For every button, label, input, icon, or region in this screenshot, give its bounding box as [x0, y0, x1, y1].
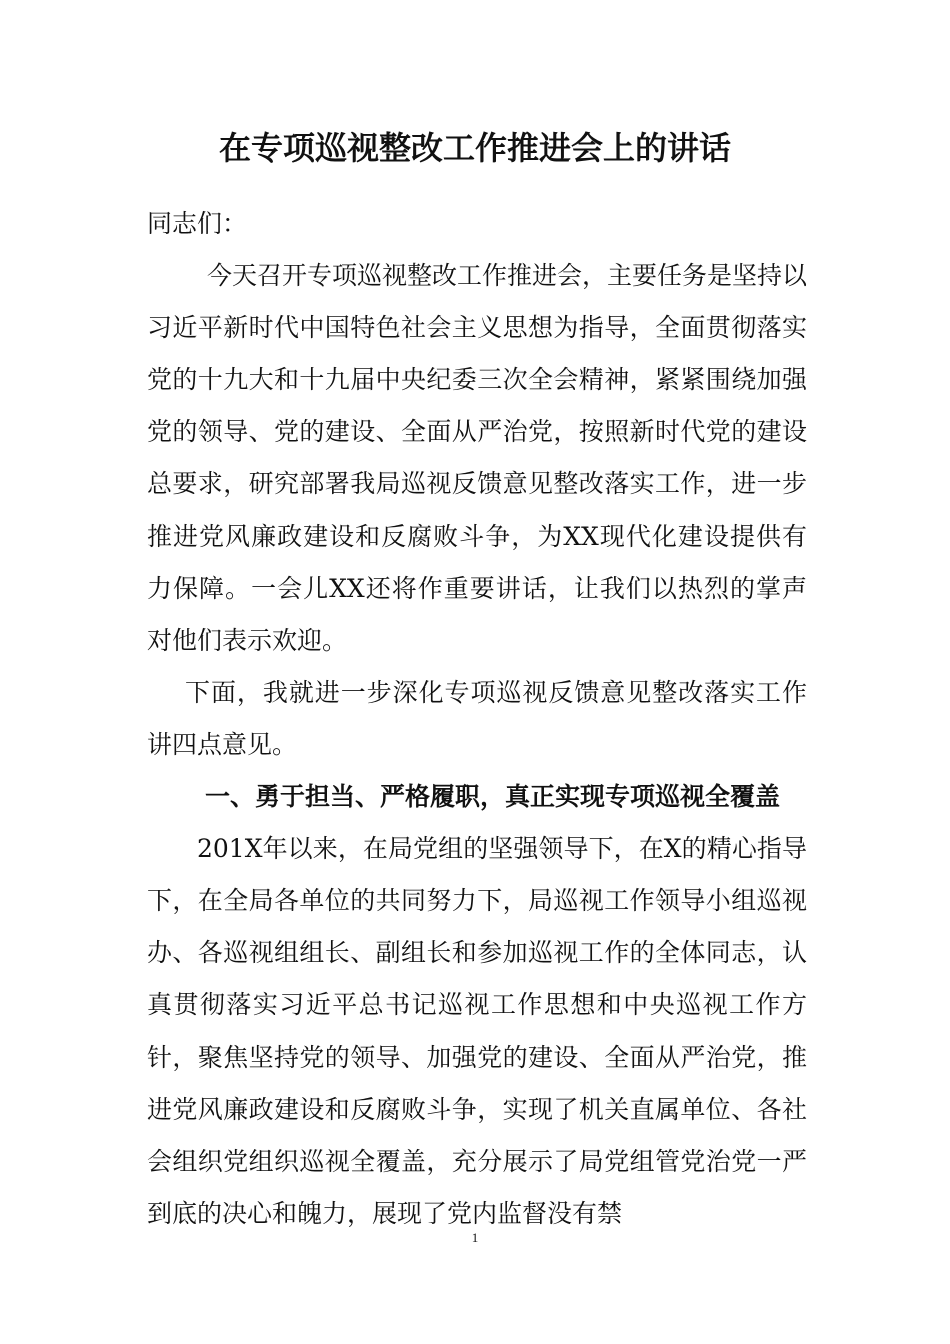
paragraph-intro-points: 下面，我就进一步深化专项巡视反馈意见整改落实工作讲四点意见。 [147, 677, 807, 759]
paragraph-opening: 今天召开专项巡视整改工作推进会，主要任务是坚持以习近平新时代中国特色社会主义思想为指导，全面贯彻落实党的十九大和十九届中央纪委三次全会精神，紧紧围绕加强党的领导、党的建设、全面从严治党，按照新时代党的建设总要求，研究部署我局巡视反馈意见整改落实工作，进一步推进党风廉政建设和反腐败斗争，为XX现代化建设提供有力保障。一会儿XX还将作重要讲话，让我们以热烈的掌声对他们表示欢迎。 [147, 261, 808, 655]
document-body [147, 198, 807, 1240]
salutation: 同志们： [147, 209, 248, 238]
document-title: 在专项巡视整改工作推进会上的讲话 [218, 129, 731, 167]
paragraph-section-1: 201X年以来，在局党组的坚强领导下，在X的精心指导下，在全局各单位的共同努力下，局巡视工作领导小组巡视办、各巡视组组长、副组长和参加巡视工作的全体同志，认真贯彻落实习近平总书记巡视工作思想和中央巡视工作方针，聚焦坚持党的领导、加强党的建设、全面从严治党，推进党风廉政建设和反腐败斗争，实现了机关直属单位、各社会组织党组织巡视全覆盖，充分展示了局党组管党治党一严到底的决心和魄力，展现了党内监督没有禁 [147, 834, 807, 1228]
page-number: 1 [471, 1230, 479, 1245]
section-heading-1: 一、勇于担当、严格履职，真正实现专项巡视全覆盖 [205, 782, 781, 812]
